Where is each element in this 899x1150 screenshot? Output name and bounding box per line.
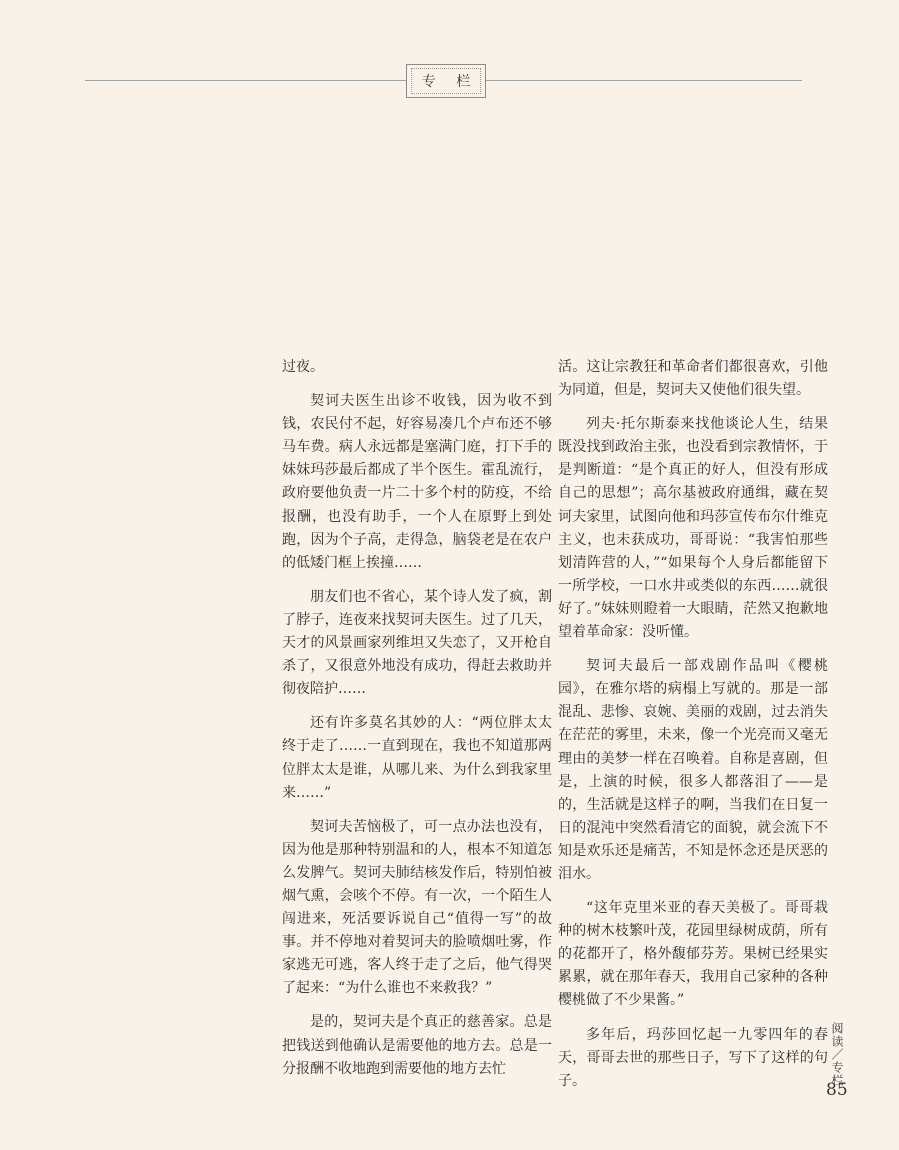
section-header-label: 专 栏 — [411, 68, 481, 94]
paragraph: 多年后，玛莎回忆起一九零四年的春天，哥哥去世的那些日子，写下了这样的句子。 — [558, 1026, 828, 1089]
paragraph: 契诃夫苦恼极了，可一点办法也没有，因为他是那种特别温和的人，根本不知道怎么发脾气。契诃夫肺结核发作后，特别怕被烟气熏，会咳个不停。有一次，一个陌生人闯进来，死活要诉说自己“值得一写”的故事。并不停地对着契诃夫的脸喷烟吐雾，作家逃无可逃，客人终于走了之后，他气得哭了起来：“为什么谁也不来救我？” — [282, 818, 552, 997]
paragraph: 列夫·托尔斯泰来找他谈论人生，结果既没找到政治主张，也没看到宗教情怀，于是判断道：“是个真正的好人，但没有形成自己的思想”；高尔基被政府通缉，藏在契诃夫家里，试图向他和玛莎宣传布尔什维克主义，也未获成功，哥哥说：“我害怕那些划清阵营的人，”“如果每个人身后都能留下一所学校，一口水井或类似的东西……就很好了。”妹妹则瞪着一大眼睛，茫然又抱歉地望着革命家：没听懂。 — [558, 416, 828, 641]
paragraph: 还有许多莫名其妙的人：“两位胖太太终于走了……一直到现在，我也不知道那两位胖太太是谁，从哪儿来、为什么到我家里来……” — [282, 715, 552, 801]
paragraph: 是的，契诃夫是个真正的慈善家。总是把钱送到他确认是需要他的地方去。总是一分报酬不收地跑到需要他的地方去忙 — [282, 1014, 552, 1077]
paragraph: “这年克里米亚的春天美极了。哥哥栽种的树木枝繁叶茂，花园里绿树成荫，所有的花都开了，格外馥郁芬芳。果树已经果实累累，就在那年春天，我用自己家种的各种樱桃做了不少果酱。” — [558, 900, 828, 1009]
footer-section-label: 阅读／专栏 — [830, 1022, 844, 1087]
left-column — [282, 356, 552, 1092]
page-number: 85 — [826, 1080, 848, 1100]
paragraph: 契诃夫最后一部戏剧作品叫《樱桃园》，在雅尔塔的病榻上写就的。那是一部混乱、悲惨、哀婉、美丽的戏剧，过去消失在茫茫的雾里，未来，像一个光亮而又毫无理由的美梦一样在召唤着。自称是喜剧，但是，上演的时候，很多人都落泪了——是的，生活就是这样子的啊，当我们在日复一日的混沌中突然看清它的面貌，就会流下不知是欢乐还是痛苦，不知是怀念还是厌恶的泪水。 — [558, 658, 828, 882]
section-header-box — [406, 64, 486, 98]
right-column — [558, 356, 828, 1104]
paragraph: 过夜。 — [282, 359, 324, 375]
paragraph: 活。这让宗教狂和革命者们都很喜欢，引他为同道，但是，契诃夫又使他们很失望。 — [558, 359, 828, 399]
paragraph: 朋友们也不省心，某个诗人发了疯，割了脖子，连夜来找契诃夫医生。过了几天，天才的风景画家列维坦又失恋了，又开枪自杀了，又很意外地没有成功，得赶去救助并彻夜陪护…… — [282, 588, 552, 698]
paragraph: 契诃夫医生出诊不收钱，因为收不到钱，农民付不起，好容易凑几个卢布还不够马车费。病人永远都是塞满门庭，打下手的妹妹玛莎最后都成了半个医生。霍乱流行，政府要他负责一片二十多个村的防疫，不给报酬，也没有助手，一个人在原野上到处跑，因为个子高，走得急，脑袋老是在农户的低矮门框上挨撞…… — [282, 393, 552, 571]
